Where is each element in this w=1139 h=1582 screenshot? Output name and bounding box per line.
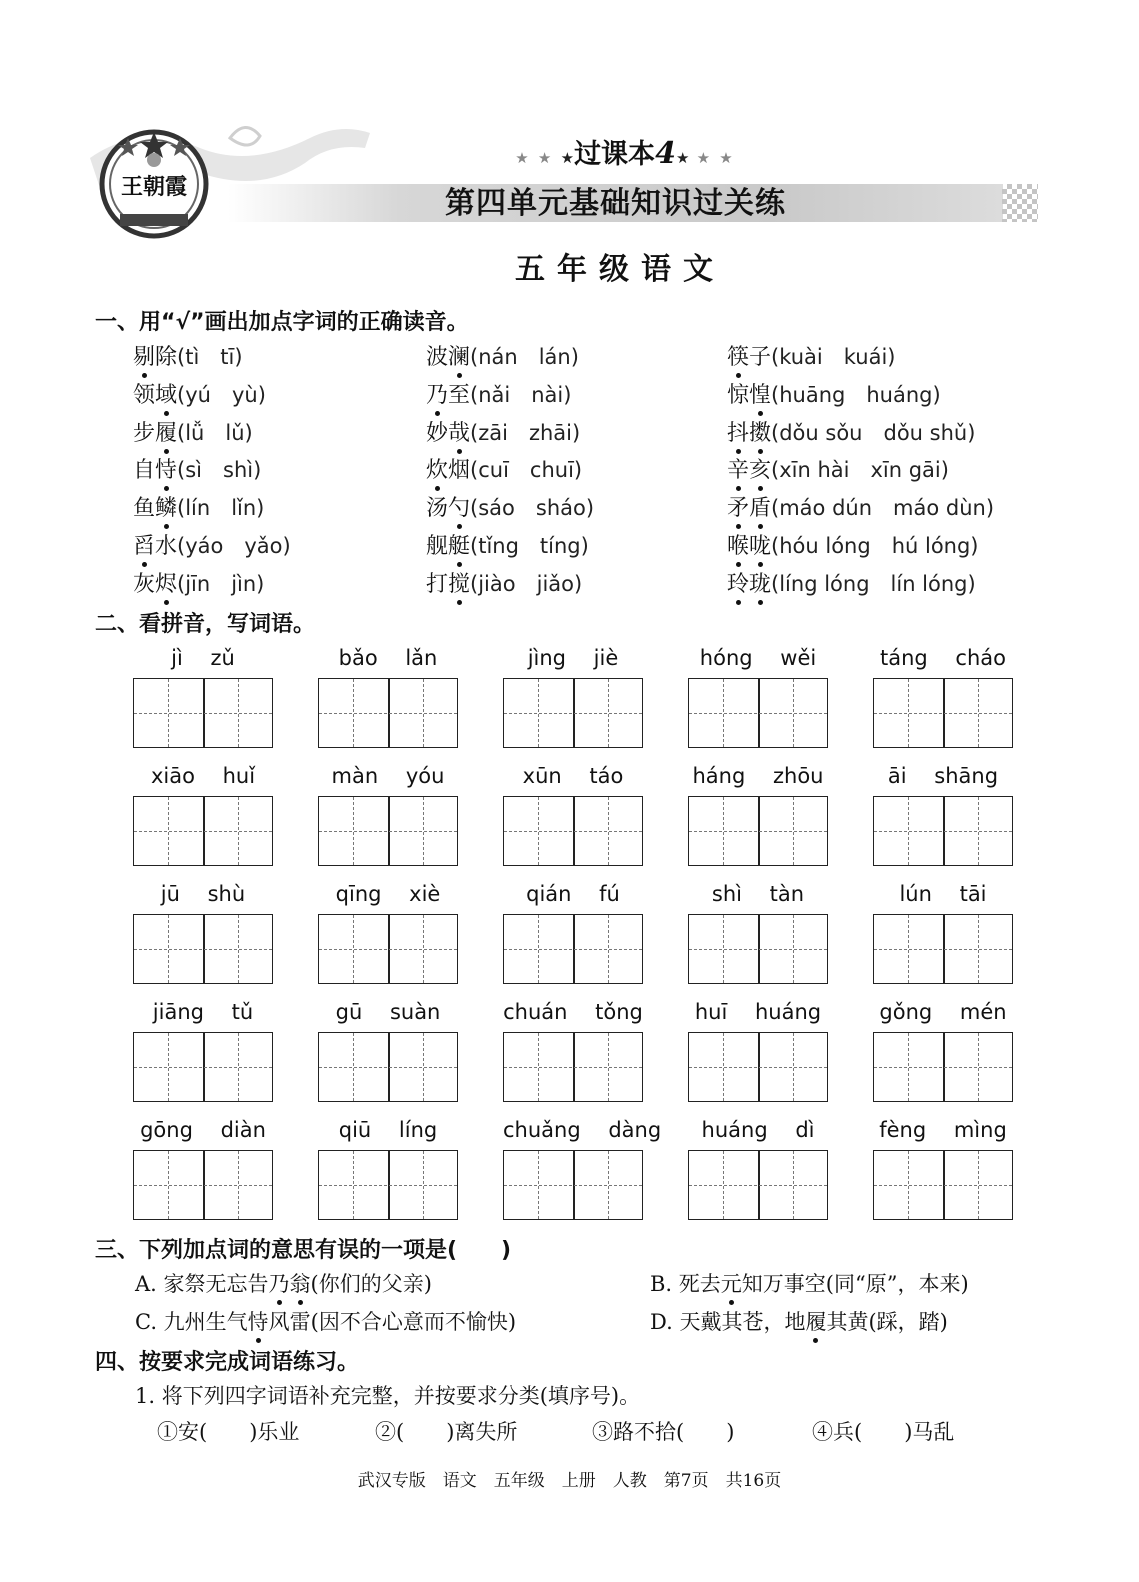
item-char: 澜 bbox=[448, 340, 470, 371]
pinyin-label: qián fú bbox=[526, 882, 620, 906]
writing-box[interactable] bbox=[688, 796, 828, 866]
item-char: 惊 bbox=[727, 382, 750, 408]
pinyin-label: āi shāng bbox=[887, 764, 999, 788]
pronunciation-item bbox=[426, 340, 579, 371]
item-options: (kuài kuái) bbox=[771, 345, 896, 369]
guide-line bbox=[874, 713, 1012, 714]
pronunciation-item bbox=[426, 491, 594, 522]
item-char: 除 bbox=[155, 345, 178, 370]
pinyin-label: màn yóu bbox=[331, 764, 445, 788]
writing-box[interactable] bbox=[503, 1150, 643, 1220]
writing-box[interactable] bbox=[133, 914, 273, 984]
option-d[interactable] bbox=[650, 1306, 948, 1336]
pinyin-label: shì tàn bbox=[711, 882, 805, 906]
pinyin-label: gōng diàn bbox=[140, 1118, 266, 1142]
item-options: (dǒu sǒu dǒu shǔ) bbox=[771, 420, 976, 445]
item-word bbox=[727, 383, 771, 408]
guide-line bbox=[874, 831, 1012, 832]
guide-line bbox=[134, 949, 272, 950]
option-post: 其黄(踩，踏) bbox=[826, 1310, 948, 1334]
idiom-item[interactable]: ③路不拾( ) bbox=[592, 1420, 735, 1444]
writing-box[interactable] bbox=[503, 1032, 643, 1102]
item-char: 咙 bbox=[749, 529, 771, 560]
item-options: (yáo yǎo) bbox=[177, 534, 291, 558]
pinyin-label: jiāng tǔ bbox=[152, 1000, 254, 1024]
item-char: 领 bbox=[133, 382, 156, 408]
option-pre: A. 家祭无忘告 bbox=[135, 1272, 269, 1296]
section-1-title: 一、用“√”画出加点字词的正确读音。 bbox=[95, 310, 469, 335]
writing-box[interactable] bbox=[503, 914, 643, 984]
svg-text:王朝霞: 王朝霞 bbox=[120, 174, 188, 200]
item-word bbox=[426, 534, 470, 559]
brand-logo bbox=[98, 128, 210, 240]
item-options: (líng lóng lín lóng) bbox=[771, 571, 976, 596]
item-char: 惶 bbox=[749, 378, 771, 409]
item-options: (jīn jìn) bbox=[177, 571, 265, 596]
writing-box[interactable] bbox=[688, 678, 828, 748]
item-options: (sáo sháo) bbox=[470, 496, 595, 521]
item-options: (tǐng tíng) bbox=[470, 534, 589, 558]
guide-line bbox=[134, 1185, 272, 1186]
dotted-char: 乃 bbox=[269, 1268, 290, 1298]
option-pre: B. 死去 bbox=[650, 1272, 721, 1296]
guide-line bbox=[134, 713, 272, 714]
pronunciation-item bbox=[727, 491, 994, 522]
guide-line bbox=[319, 1067, 457, 1068]
item-options: (xīn hài xīn gāi) bbox=[771, 458, 949, 483]
option-post: 知万事空(同“原”，本来) bbox=[741, 1272, 969, 1296]
option-pre: C. 九州生气 bbox=[135, 1310, 248, 1334]
guide-line bbox=[689, 1067, 827, 1068]
idiom-item[interactable]: ①安( )乐业 bbox=[157, 1420, 300, 1444]
guide-line bbox=[504, 831, 642, 832]
item-word bbox=[426, 421, 470, 446]
writing-box[interactable] bbox=[318, 914, 458, 984]
item-char: 烟 bbox=[448, 458, 471, 484]
item-word bbox=[727, 572, 771, 597]
guide-line bbox=[134, 1067, 272, 1068]
item-word bbox=[727, 345, 771, 370]
item-options: (jiào jiǎo) bbox=[470, 571, 583, 596]
guide-line bbox=[319, 713, 457, 714]
pronunciation-item bbox=[426, 453, 582, 484]
item-char: 艇 bbox=[448, 529, 470, 560]
option-post: 风雷(因不合心意而不愉快) bbox=[268, 1310, 517, 1334]
page-subtitle: 五年级语文 bbox=[515, 252, 725, 287]
pronunciation-item bbox=[133, 340, 243, 371]
option-post: (你们的父亲) bbox=[310, 1272, 432, 1296]
pinyin-label: qiū líng bbox=[338, 1118, 438, 1142]
item-char: 抖 bbox=[727, 416, 749, 447]
pinyin-label: xūn táo bbox=[522, 764, 624, 788]
item-options: (hóu lóng hú lóng) bbox=[771, 534, 979, 558]
writing-box[interactable] bbox=[503, 796, 643, 866]
item-word bbox=[727, 421, 771, 446]
guide-line bbox=[319, 949, 457, 950]
item-char: 矛 bbox=[727, 491, 749, 522]
banner-pattern bbox=[1002, 184, 1038, 222]
option-dotted-word bbox=[248, 1310, 269, 1334]
guide-line bbox=[134, 831, 272, 832]
dotted-char: 翁 bbox=[290, 1268, 311, 1298]
writing-box[interactable] bbox=[688, 914, 828, 984]
item-word bbox=[133, 458, 177, 483]
writing-box[interactable] bbox=[688, 1032, 828, 1102]
dotted-char: 恃 bbox=[248, 1306, 269, 1336]
pinyin-label: táng cháo bbox=[880, 646, 1006, 670]
item-char: 勺 bbox=[448, 491, 470, 522]
pinyin-label: qīng xiè bbox=[335, 882, 441, 906]
item-char: 珑 bbox=[749, 567, 771, 598]
option-pre: D. 天戴其苍，地 bbox=[650, 1310, 806, 1334]
item-char: 汤 bbox=[426, 496, 449, 522]
pinyin-label: jū shù bbox=[160, 882, 246, 906]
pinyin-label: xiāo huǐ bbox=[150, 764, 256, 788]
guide-line bbox=[689, 831, 827, 832]
item-char: 步 bbox=[133, 420, 156, 446]
item-options: (yú yù) bbox=[177, 382, 266, 407]
pinyin-label: gū suàn bbox=[335, 1000, 441, 1024]
writing-box[interactable] bbox=[133, 796, 273, 866]
pinyin-label: fèng mìng bbox=[879, 1118, 1007, 1142]
lesson-label: ★ ★ ★过课本4★ ★ ★ bbox=[515, 136, 735, 171]
item-word bbox=[426, 572, 470, 597]
item-word bbox=[426, 345, 470, 370]
page-title: 第四单元基础知识过关练 bbox=[445, 186, 786, 221]
writing-box[interactable] bbox=[318, 1032, 458, 1102]
item-char: 打 bbox=[426, 571, 449, 597]
section-2-title: 二、看拼音，写词语。 bbox=[95, 612, 316, 637]
item-options: (lín lǐn) bbox=[177, 496, 265, 521]
item-char: 水 bbox=[155, 534, 178, 559]
guide-line bbox=[504, 713, 642, 714]
pronunciation-item bbox=[426, 529, 589, 560]
writing-box[interactable] bbox=[133, 1150, 273, 1220]
pinyin-label: jìng jiè bbox=[527, 646, 619, 670]
option-a[interactable] bbox=[135, 1268, 432, 1298]
option-b[interactable] bbox=[650, 1268, 969, 1298]
item-char: 履 bbox=[155, 416, 177, 447]
item-word bbox=[133, 534, 177, 559]
writing-box[interactable] bbox=[873, 914, 1013, 984]
item-char: 舀 bbox=[133, 529, 155, 560]
writing-box[interactable] bbox=[873, 678, 1013, 748]
guide-line bbox=[689, 949, 827, 950]
guide-line bbox=[504, 1185, 642, 1186]
pinyin-label: lún tāi bbox=[899, 882, 987, 906]
pronunciation-item bbox=[133, 567, 264, 598]
writing-box[interactable] bbox=[873, 1150, 1013, 1220]
pinyin-label: bǎo lǎn bbox=[338, 646, 438, 670]
item-options: (nán lán) bbox=[470, 345, 579, 369]
item-char: 灰 bbox=[133, 571, 156, 597]
guide-line bbox=[689, 713, 827, 714]
item-options: (cuī chuī) bbox=[470, 458, 583, 483]
item-word bbox=[426, 383, 470, 408]
item-options: (tì tī) bbox=[177, 345, 243, 369]
pinyin-label: háng zhōu bbox=[692, 764, 824, 788]
section-3-title: 三、下列加点词的意思有误的一项是( ) bbox=[95, 1238, 512, 1263]
item-char: 至 bbox=[448, 382, 471, 408]
writing-box[interactable] bbox=[873, 796, 1013, 866]
pinyin-label: gǒng mén bbox=[879, 1000, 1007, 1024]
section-4-title: 四、按要求完成词语练习。 bbox=[95, 1350, 360, 1375]
item-char: 舰 bbox=[426, 534, 449, 559]
pronunciation-item bbox=[133, 378, 266, 409]
item-options: (zāi zhāi) bbox=[470, 420, 581, 445]
item-char: 亥 bbox=[749, 453, 771, 484]
pronunciation-item bbox=[426, 416, 580, 447]
item-char: 恃 bbox=[155, 453, 177, 484]
pronunciation-item bbox=[727, 378, 941, 409]
item-options: (huāng huáng) bbox=[771, 382, 941, 407]
guide-line bbox=[689, 1185, 827, 1186]
item-word bbox=[426, 458, 470, 483]
guide-line bbox=[504, 949, 642, 950]
item-char: 鱼 bbox=[133, 496, 156, 522]
pronunciation-item bbox=[133, 491, 264, 522]
writing-box[interactable] bbox=[503, 678, 643, 748]
item-char: 炊 bbox=[426, 453, 448, 484]
pronunciation-item bbox=[133, 529, 291, 560]
item-word bbox=[133, 345, 177, 370]
pronunciation-item bbox=[426, 378, 571, 409]
item-options: (máo dún máo dùn) bbox=[771, 496, 995, 521]
option-dotted-word bbox=[721, 1272, 742, 1296]
item-char: 乃 bbox=[426, 378, 448, 409]
pronunciation-item bbox=[727, 567, 976, 598]
item-char: 妙 bbox=[426, 420, 449, 446]
item-char: 辛 bbox=[727, 453, 749, 484]
writing-box[interactable] bbox=[688, 1150, 828, 1220]
pinyin-label: hóng wěi bbox=[699, 646, 817, 670]
guide-line bbox=[874, 949, 1012, 950]
pronunciation-item bbox=[727, 453, 949, 484]
dotted-char: 元 bbox=[721, 1268, 742, 1298]
item-char: 子 bbox=[749, 345, 772, 370]
item-char: 筷 bbox=[727, 340, 749, 371]
guide-line bbox=[319, 831, 457, 832]
question-1-text: 1. 将下列四字词语补充完整，并按要求分类(填序号)。 bbox=[135, 1384, 641, 1408]
pronunciation-item bbox=[727, 340, 895, 371]
item-word bbox=[133, 383, 177, 408]
writing-box[interactable] bbox=[133, 1032, 273, 1102]
pinyin-label: huáng dì bbox=[701, 1118, 815, 1142]
item-char: 波 bbox=[426, 345, 449, 370]
item-options: (lǚ lǔ) bbox=[177, 420, 253, 445]
guide-line bbox=[504, 1067, 642, 1068]
item-char: 喉 bbox=[727, 529, 749, 560]
option-c[interactable] bbox=[135, 1306, 516, 1336]
pronunciation-item bbox=[133, 453, 261, 484]
writing-box[interactable] bbox=[318, 678, 458, 748]
guide-line bbox=[319, 1185, 457, 1186]
item-word bbox=[133, 496, 177, 521]
item-char: 烬 bbox=[155, 567, 177, 598]
idiom-item[interactable]: ②( )离失所 bbox=[375, 1420, 518, 1444]
option-dotted-word bbox=[269, 1272, 311, 1296]
pronunciation-item bbox=[133, 416, 253, 447]
pinyin-label: jì zǔ bbox=[171, 646, 235, 670]
writing-box[interactable] bbox=[133, 678, 273, 748]
item-char: 剔 bbox=[133, 340, 155, 371]
item-options: (nǎi nài) bbox=[470, 382, 572, 407]
item-char: 玲 bbox=[727, 567, 749, 598]
option-dotted-word bbox=[805, 1310, 826, 1334]
writing-box[interactable] bbox=[873, 1032, 1013, 1102]
item-word bbox=[727, 534, 771, 559]
writing-box[interactable] bbox=[318, 796, 458, 866]
item-char: 哉 bbox=[448, 416, 470, 447]
item-char: 鳞 bbox=[155, 491, 177, 522]
item-word bbox=[426, 496, 470, 521]
idiom-item[interactable]: ④兵( )马乱 bbox=[812, 1420, 955, 1444]
item-char: 搅 bbox=[448, 567, 470, 598]
item-word bbox=[727, 458, 771, 483]
pronunciation-item bbox=[727, 416, 975, 447]
pinyin-label: chuán tǒng bbox=[503, 1000, 643, 1024]
guide-line bbox=[874, 1185, 1012, 1186]
pronunciation-item bbox=[426, 567, 582, 598]
item-options: (sì shì) bbox=[177, 458, 262, 483]
item-char: 擞 bbox=[749, 416, 771, 447]
pronunciation-item bbox=[727, 529, 979, 560]
pinyin-label: huī huáng bbox=[694, 1000, 822, 1024]
page-footer: 武汉专版 语文 五年级 上册 人教 第7页 共16页 bbox=[357, 1471, 782, 1491]
item-char: 自 bbox=[133, 458, 156, 484]
dotted-char: 履 bbox=[805, 1306, 826, 1336]
pinyin-label: chuǎng dàng bbox=[503, 1118, 662, 1142]
item-word bbox=[133, 572, 177, 597]
writing-box[interactable] bbox=[318, 1150, 458, 1220]
item-word bbox=[133, 421, 177, 446]
guide-line bbox=[874, 1067, 1012, 1068]
item-word bbox=[727, 496, 771, 521]
item-char: 域 bbox=[155, 378, 177, 409]
item-char: 盾 bbox=[749, 491, 771, 522]
